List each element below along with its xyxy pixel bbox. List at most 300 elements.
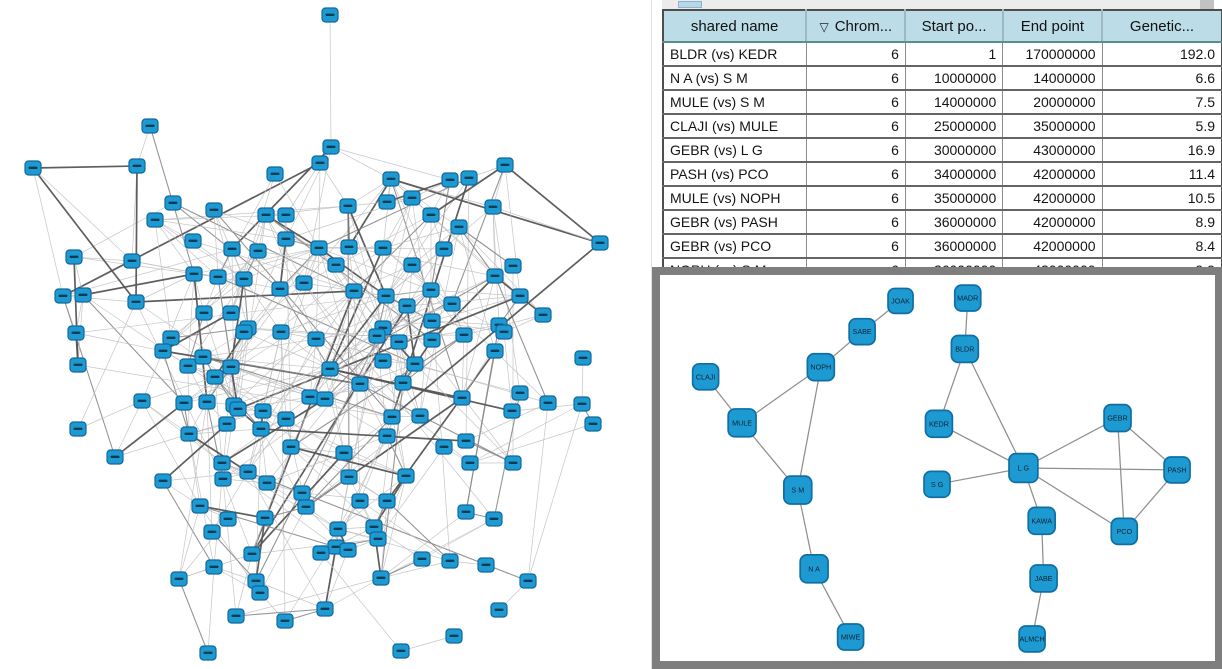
network-edge (466, 351, 495, 512)
network-node[interactable] (322, 8, 338, 22)
network-node[interactable] (330, 522, 346, 536)
column-header-sharedname[interactable] (663, 10, 806, 42)
node-label-smudge (263, 482, 272, 484)
network-node[interactable] (180, 359, 196, 373)
network-node[interactable] (535, 308, 551, 322)
network-node[interactable] (575, 351, 591, 365)
table-cell: CLAJI (vs) MULE (663, 114, 806, 138)
node-label-smudge (151, 219, 160, 221)
network-node[interactable] (224, 242, 240, 256)
network-node[interactable] (228, 609, 244, 623)
network-node[interactable] (142, 119, 158, 133)
column-header-startpo[interactable] (905, 10, 1002, 42)
network-node[interactable] (207, 370, 223, 384)
node-label-smudge (326, 14, 335, 16)
network-node[interactable] (278, 232, 294, 246)
node-label-smudge (508, 410, 517, 412)
network-edge (505, 165, 520, 296)
network-node[interactable] (244, 547, 260, 561)
network-node[interactable] (68, 326, 84, 340)
table-row[interactable] (663, 66, 1222, 90)
network-edge (331, 147, 391, 179)
network-node-l-g[interactable] (1009, 454, 1038, 483)
network-node[interactable] (165, 196, 181, 210)
network-node[interactable] (257, 511, 273, 525)
network-node[interactable] (414, 552, 430, 566)
column-header-chrom[interactable] (806, 10, 905, 42)
network-node[interactable] (574, 397, 590, 411)
network-node[interactable] (124, 254, 140, 268)
network-node[interactable] (230, 402, 246, 416)
network-node-miwe[interactable] (838, 624, 864, 650)
network-node[interactable] (253, 422, 269, 436)
network-node[interactable] (352, 494, 368, 508)
table-row[interactable] (663, 138, 1222, 162)
network-node[interactable] (240, 465, 256, 479)
network-node[interactable] (370, 532, 386, 546)
table-row[interactable] (663, 114, 1222, 138)
node-label-smudge (210, 566, 219, 568)
network-node[interactable] (412, 409, 428, 423)
node-label-smudge (462, 511, 471, 513)
network-node[interactable] (25, 161, 41, 175)
table-cell: 6 (806, 90, 905, 114)
network-node[interactable] (214, 456, 230, 470)
network-node-pco[interactable] (1111, 518, 1137, 544)
network-node[interactable] (181, 427, 197, 441)
column-header-label: End point (1020, 17, 1085, 35)
node-label-smudge (234, 408, 243, 410)
network-node[interactable] (186, 267, 202, 281)
node-label-smudge (408, 197, 417, 199)
network-node[interactable] (352, 377, 368, 391)
network-node-claji[interactable] (693, 364, 719, 390)
network-node[interactable] (341, 240, 357, 254)
node-label-smudge (383, 435, 392, 437)
node-label-smudge (465, 177, 474, 179)
network-node[interactable] (423, 208, 439, 222)
network-node[interactable] (461, 171, 477, 185)
network-node[interactable] (107, 450, 123, 464)
node-label-smudge (72, 332, 81, 334)
network-node[interactable] (129, 159, 145, 173)
network-node[interactable] (322, 362, 338, 376)
network-edge (203, 339, 316, 357)
network-node[interactable] (176, 396, 192, 410)
network-node[interactable] (192, 499, 208, 513)
network-node-bldr[interactable] (951, 335, 978, 362)
node-label-smudge (411, 363, 420, 365)
network-edge (132, 261, 280, 289)
network-node[interactable] (384, 410, 400, 424)
network-node-joak[interactable] (888, 288, 913, 313)
table-row[interactable] (663, 210, 1222, 234)
node-label-smudge (200, 312, 209, 314)
node-label-smudge (399, 382, 408, 384)
network-node[interactable] (298, 500, 314, 514)
network-node[interactable] (283, 440, 299, 454)
network-edge (179, 579, 208, 653)
network-node[interactable] (66, 250, 82, 264)
network-node-noph[interactable] (807, 354, 834, 381)
table-cell: 14000000 (1003, 66, 1102, 90)
table-cell: 43000000 (1003, 138, 1102, 162)
table-cell: GEBR (vs) PASH (663, 210, 806, 234)
table-cell: 6.6 (1102, 66, 1222, 90)
network-node[interactable] (328, 258, 344, 272)
network-node[interactable] (446, 629, 462, 643)
network-node-madr[interactable] (955, 285, 981, 311)
table-cell: 36000000 (905, 234, 1002, 258)
network-node[interactable] (155, 344, 171, 358)
network-node-almch[interactable] (1019, 626, 1045, 652)
network-node[interactable] (313, 546, 329, 560)
network-node[interactable] (206, 203, 222, 217)
network-node[interactable] (317, 392, 333, 406)
node-label-smudge (259, 410, 268, 412)
node-label-smudge (440, 446, 449, 448)
network-node[interactable] (504, 404, 520, 418)
network-node[interactable] (70, 422, 86, 436)
table-cell: 8.4 (1102, 234, 1222, 258)
network-node[interactable] (75, 288, 91, 302)
network-node[interactable] (505, 456, 521, 470)
network-node[interactable] (520, 574, 536, 588)
network-node[interactable] (70, 358, 86, 372)
network-node[interactable] (486, 512, 502, 526)
network-node-kedr[interactable] (925, 410, 952, 437)
network-node[interactable] (336, 446, 352, 460)
network-node[interactable] (210, 270, 226, 284)
network-node[interactable] (200, 646, 216, 660)
node-label-smudge (408, 264, 417, 266)
network-edge (76, 333, 163, 351)
network-node-mule[interactable] (728, 409, 756, 437)
node-label-smudge (169, 202, 178, 204)
network-node[interactable] (404, 191, 420, 205)
node-label-smudge (524, 580, 533, 582)
network-node[interactable] (496, 325, 512, 339)
node-label: NOPH (810, 362, 832, 372)
network-node[interactable] (346, 284, 362, 298)
network-node[interactable] (215, 472, 231, 486)
network-node[interactable] (204, 525, 220, 539)
network-edge (493, 207, 600, 243)
table-cell: 42000000 (1003, 162, 1102, 186)
network-edge (321, 553, 401, 651)
node-label: S G (930, 479, 944, 489)
network-node[interactable] (379, 494, 395, 508)
node-label-smudge (350, 290, 359, 292)
network-node-jabe[interactable] (1030, 565, 1057, 592)
node-label-smudge (516, 392, 525, 394)
network-node[interactable] (223, 306, 239, 320)
network-node[interactable] (491, 603, 507, 617)
table-row[interactable] (663, 42, 1222, 66)
network-node[interactable] (308, 332, 324, 346)
network-node[interactable] (223, 360, 239, 374)
network-edge (381, 519, 494, 578)
network-node-n-a[interactable] (800, 555, 828, 583)
node-label: SABE (852, 327, 872, 337)
network-node[interactable] (163, 331, 179, 345)
network-node[interactable] (398, 469, 414, 483)
network-node[interactable] (379, 429, 395, 443)
network-node[interactable] (323, 140, 339, 154)
network-node[interactable] (436, 242, 452, 256)
network-node[interactable] (373, 571, 389, 585)
node-label-smudge (159, 350, 168, 352)
network-node[interactable] (456, 328, 472, 342)
node-label-smudge (356, 383, 365, 385)
network-node[interactable] (55, 289, 71, 303)
network-edge (1118, 418, 1125, 531)
table-cell: PASH (vs) PCO (663, 162, 806, 186)
network-edge (462, 335, 464, 398)
network-node[interactable] (393, 644, 409, 658)
network-node[interactable] (272, 282, 288, 296)
network-edge (528, 404, 582, 581)
network-node[interactable] (512, 386, 528, 400)
node-label-smudge (462, 440, 471, 442)
network-node[interactable] (341, 470, 357, 484)
node-label-smudge (495, 609, 504, 611)
node-label-smudge (466, 462, 475, 464)
network-node-pash[interactable] (1164, 457, 1190, 483)
network-node[interactable] (436, 440, 452, 454)
network-node[interactable] (585, 417, 601, 431)
node-label-smudge (228, 248, 237, 250)
network-node[interactable] (423, 283, 439, 297)
network-edge (798, 367, 821, 490)
network-node[interactable] (592, 236, 608, 250)
node-label-smudge (224, 518, 233, 520)
network-node[interactable] (424, 333, 440, 347)
node-label-smudge (70, 256, 79, 258)
node-label-smudge (321, 398, 330, 400)
network-node-s-g[interactable] (924, 471, 950, 497)
network-node[interactable] (206, 560, 222, 574)
node-label-smudge (395, 341, 404, 343)
node-label-smudge (440, 248, 449, 250)
network-node[interactable] (497, 158, 513, 172)
network-edge (281, 296, 386, 332)
network-node[interactable] (424, 314, 440, 328)
node-label-smudge (455, 226, 464, 228)
node-label: PCO (1116, 526, 1133, 536)
network-node[interactable] (375, 354, 391, 368)
network-node[interactable] (278, 208, 294, 222)
network-node[interactable] (485, 200, 501, 214)
network-edge (163, 481, 214, 567)
network-edge (155, 220, 286, 239)
network-edge (330, 15, 331, 147)
network-node[interactable] (375, 241, 391, 255)
network-node[interactable] (219, 417, 235, 431)
network-node[interactable] (407, 357, 423, 371)
network-node[interactable] (185, 234, 201, 248)
network-node[interactable] (258, 208, 274, 222)
network-node-kawa[interactable] (1028, 507, 1055, 534)
column-header-endpoint[interactable] (1003, 10, 1102, 42)
network-node[interactable] (252, 586, 268, 600)
network-node[interactable] (155, 474, 171, 488)
network-detail-canvas-wrap (660, 275, 1215, 661)
network-node[interactable] (505, 259, 521, 273)
network-node[interactable] (294, 486, 310, 500)
network-node[interactable] (478, 558, 494, 572)
network-node[interactable] (487, 269, 503, 283)
scrollbar-thumb[interactable] (678, 1, 702, 8)
network-node[interactable] (454, 391, 470, 405)
network-node[interactable] (442, 173, 458, 187)
node-label-smudge (370, 526, 379, 528)
table-cell: 20000000 (1003, 90, 1102, 114)
table-cell: 6 (806, 210, 905, 234)
network-node[interactable] (277, 614, 293, 628)
network-edge (136, 274, 194, 302)
node-label-smudge (489, 206, 498, 208)
node-label: MADR (957, 293, 979, 303)
network-node[interactable] (311, 241, 327, 255)
network-edge (378, 447, 444, 539)
network-edge (214, 210, 218, 277)
network-node[interactable] (512, 289, 528, 303)
node-label-smudge (74, 364, 83, 366)
network-node[interactable] (259, 476, 275, 490)
network-edge (136, 302, 231, 367)
network-node[interactable] (442, 554, 458, 568)
network-node[interactable] (236, 272, 252, 286)
node-label-smudge (491, 275, 500, 277)
node-label-smudge (332, 546, 341, 548)
column-header-genetic[interactable] (1102, 10, 1222, 42)
network-node[interactable] (196, 306, 212, 320)
table-row[interactable] (663, 186, 1222, 210)
network-node[interactable] (199, 395, 215, 409)
node-label-smudge (427, 214, 436, 216)
table-cell: 170000000 (1003, 42, 1102, 66)
detail-network-canvas[interactable] (660, 275, 1215, 661)
node-label-smudge (374, 538, 383, 540)
node-label-smudge (281, 620, 290, 622)
table-cell: 11.4 (1102, 162, 1222, 186)
node-label-smudge (344, 205, 353, 207)
node-label-smudge (204, 652, 213, 654)
node-label-smudge (214, 276, 223, 278)
node-label-smudge (306, 396, 315, 398)
network-node[interactable] (296, 276, 312, 290)
network-node[interactable] (383, 172, 399, 186)
node-label-smudge (232, 615, 241, 617)
network-node-sabe[interactable] (849, 319, 875, 345)
network-node-s-m[interactable] (784, 476, 812, 504)
network-node[interactable] (395, 376, 411, 390)
network-node[interactable] (404, 258, 420, 272)
node-label-smudge (578, 403, 587, 405)
node-label-smudge (184, 365, 193, 367)
network-node[interactable] (378, 289, 394, 303)
table-row[interactable] (663, 162, 1222, 186)
node-label-smudge (227, 312, 236, 314)
network-node[interactable] (458, 434, 474, 448)
network-node[interactable] (379, 195, 395, 209)
node-label-smudge (316, 162, 325, 164)
network-node[interactable] (302, 390, 318, 404)
network-node[interactable] (195, 350, 211, 364)
network-node[interactable] (255, 404, 271, 418)
node-label-smudge (203, 401, 212, 403)
table-cell: MULE (vs) NOPH (663, 186, 806, 210)
network-node[interactable] (220, 512, 236, 526)
node-label-smudge (402, 475, 411, 477)
network-node[interactable] (340, 199, 356, 213)
network-node[interactable] (171, 572, 187, 586)
edge-attribute-table (662, 9, 1222, 283)
table-cell: 34000000 (905, 162, 1002, 186)
filter-icon[interactable]: ▽ (819, 19, 829, 34)
table-cell: 6 (806, 186, 905, 210)
network-node[interactable] (451, 220, 467, 234)
network-node[interactable] (317, 602, 333, 616)
node-label-smudge (138, 400, 147, 402)
network-node[interactable] (391, 335, 407, 349)
node-label-smudge (450, 635, 459, 637)
network-node[interactable] (134, 394, 150, 408)
overview-nodes (25, 8, 608, 660)
table-cell: 6 (806, 66, 905, 90)
node-label-smudge (373, 335, 382, 337)
table-cell: 6 (806, 234, 905, 258)
network-node[interactable] (236, 325, 252, 339)
network-node[interactable] (128, 295, 144, 309)
node-label-smudge (334, 528, 343, 530)
node-label-smudge (282, 238, 291, 240)
network-node[interactable] (147, 213, 163, 227)
network-node[interactable] (273, 325, 289, 339)
network-node-gebr[interactable] (1104, 405, 1131, 432)
table-row[interactable] (663, 234, 1222, 258)
node-label: MIWE (840, 632, 861, 642)
node-label-smudge (382, 295, 391, 297)
table-header (663, 10, 1222, 42)
node-label-smudge (509, 462, 518, 464)
network-node[interactable] (250, 244, 266, 258)
network-node[interactable] (399, 299, 415, 313)
table-cell: 42000000 (1003, 186, 1102, 210)
node-label-smudge (482, 564, 491, 566)
network-node[interactable] (458, 505, 474, 519)
node-label-smudge (326, 368, 335, 370)
network-node[interactable] (340, 543, 356, 557)
network-node[interactable] (267, 167, 283, 181)
network-node[interactable] (487, 344, 503, 358)
network-edge (965, 349, 1024, 468)
table-row[interactable] (663, 90, 1222, 114)
network-node[interactable] (278, 412, 294, 426)
table-cell: 6 (806, 42, 905, 66)
network-edge (142, 401, 200, 506)
network-node[interactable] (312, 156, 328, 170)
node-label-smudge (133, 165, 142, 167)
network-edge (349, 179, 391, 247)
network-node[interactable] (444, 297, 460, 311)
node-label-smudge (190, 273, 199, 275)
network-node[interactable] (369, 329, 385, 343)
node-label-smudge (244, 471, 253, 473)
network-node[interactable] (540, 396, 556, 410)
network-node[interactable] (462, 456, 478, 470)
